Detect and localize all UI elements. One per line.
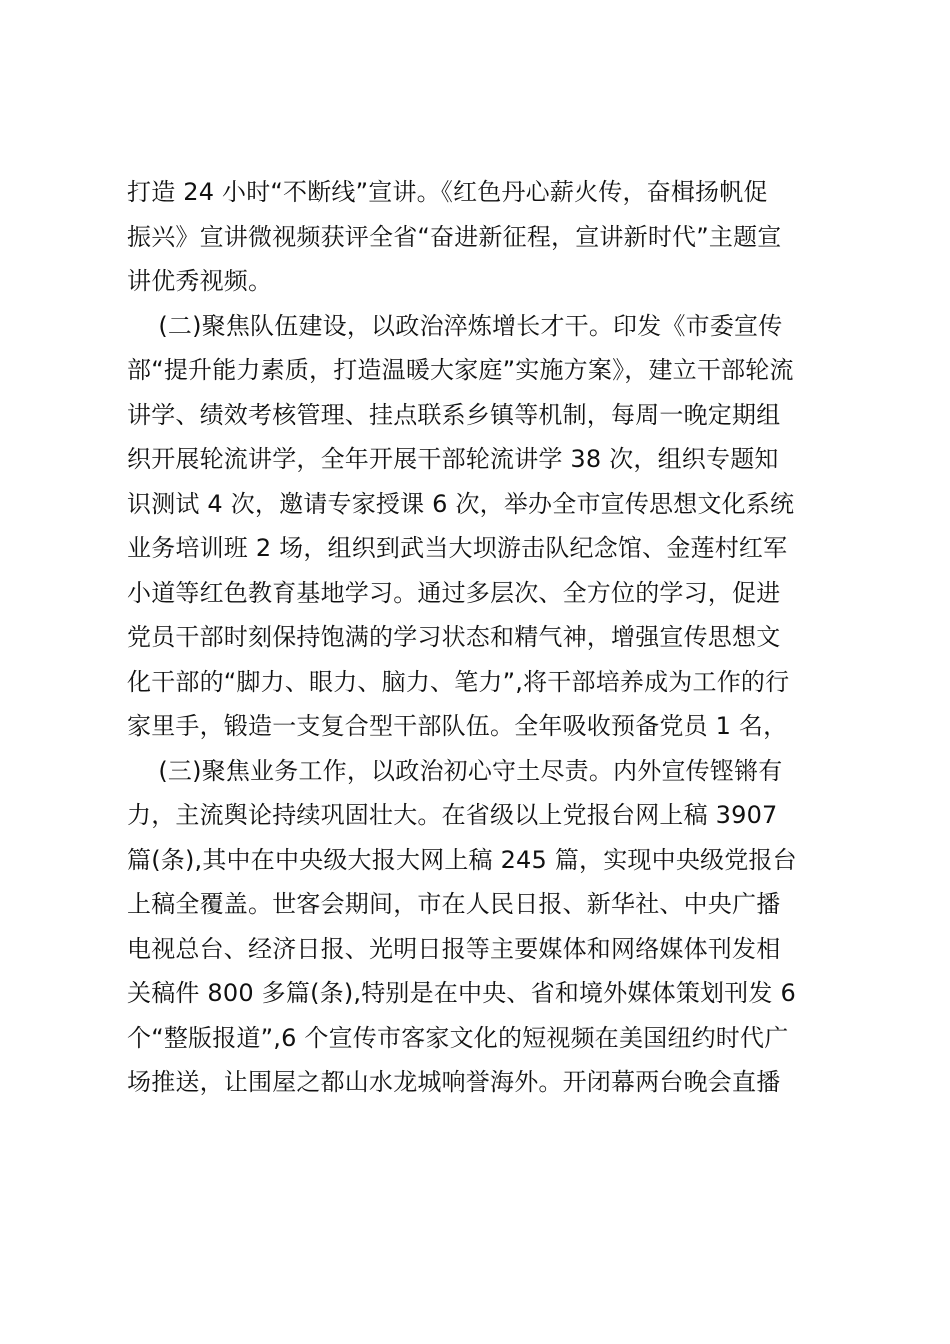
text-line: 织开展轮流讲学，全年开展干部轮流讲学 38 次，组织专题知 (127, 445, 779, 473)
paragraph-3 (127, 749, 827, 1105)
text-line: 业务培训班 2 场，组织到武当大坝游击队纪念馆、金莲村红军 (127, 534, 788, 562)
text-line: 讲学、绩效考核管理、挂点联系乡镇等机制，每周一晚定期组 (127, 400, 781, 429)
paragraph-2 (127, 304, 827, 749)
text-line: 电视总台、经济日报、光明日报等主要媒体和网络媒体刊发相 (127, 934, 781, 963)
text-line: 识测试 4 次，邀请专家授课 6 次，举办全市宣传思想文化系统 (127, 489, 795, 518)
text-line: 家里手，锻造一支复合型干部队伍。全年吸收预备党员 1 名， (127, 712, 788, 740)
text-line: 上稿全覆盖。世客会期间，市在人民日报、新华社、中央广播 (127, 890, 781, 918)
text-line: 讲优秀视频。 (127, 267, 273, 295)
text-line: 个“整版报道”,6 个宣传市客家文化的短视频在美国纽约时代广 (127, 1023, 789, 1052)
text-line: 化干部的“脚力、眼力、脑力、笔力”,将干部培养成为工作的行 (127, 667, 790, 696)
paragraph-1 (127, 170, 827, 304)
text-line: 篇(条),其中在中央级大报大网上稿 245 篇，实现中央级党报台 (127, 845, 797, 874)
text-line: 关稿件 800 多篇(条),特别是在中央、省和境外媒体策划刊发 6 (127, 979, 796, 1007)
text-line: 部“提升能力素质，打造温暖大家庭”实施方案》，建立干部轮流 (127, 356, 794, 384)
text-line: 党员干部时刻保持饱满的学习状态和精气神，增强宣传思想文 (127, 623, 781, 651)
text-line: 振兴》宣讲微视频获评全省“奋进新征程，宣讲新时代”主题宣 (127, 222, 782, 251)
text-line: 打造 24 小时“不断线”宣讲。《红色丹心薪火传，奋楫扬帆促 (127, 178, 768, 206)
text-line: 场推送，让围屋之都山水龙城响誉海外。开闭幕两台晚会直播 (127, 1068, 781, 1096)
document-body (127, 170, 827, 1105)
text-line: 小道等红色教育基地学习。通过多层次、全方位的学习，促进 (127, 578, 781, 607)
text-line: (三)聚焦业务工作，以政治初心守土尽责。内外宣传铿锵有 (127, 756, 783, 785)
text-line: (二)聚焦队伍建设，以政治淬炼增长才干。印发《市委宣传 (127, 311, 783, 340)
text-line: 力，主流舆论持续巩固壮大。在省级以上党报台网上稿 3907 (127, 801, 778, 829)
